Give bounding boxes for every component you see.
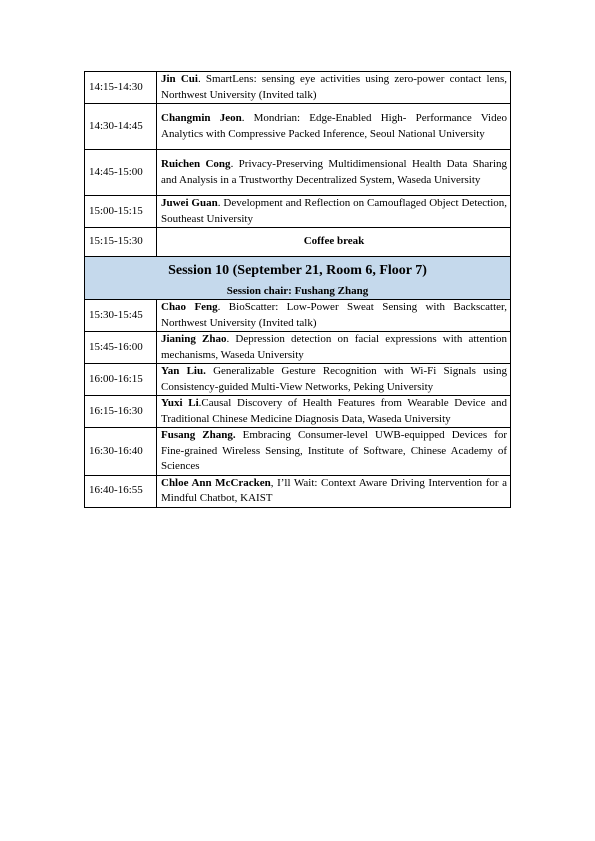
- time-slot: 16:00-16:15: [85, 364, 157, 396]
- talk-title: .Causal Discovery of Health Features from Wearable Device and Traditional Chinese Medicine Diagnosis Data, Waseda University: [161, 397, 507, 425]
- talk-description: [157, 72, 511, 104]
- speaker-name: Chao Feng: [161, 301, 218, 313]
- talk-description: [157, 196, 511, 228]
- time-slot: 16:40-16:55: [85, 475, 157, 507]
- speaker-name: Ruichen Cong: [161, 158, 231, 170]
- speaker-name: Chloe Ann McCracken: [161, 476, 271, 489]
- schedule-row: [85, 300, 511, 332]
- schedule-row: [85, 150, 511, 196]
- session-header: [85, 257, 511, 300]
- break-label: Coffee break: [157, 228, 511, 257]
- session-chair: Session chair: Fushang Zhang: [226, 285, 369, 297]
- time-slot: 15:15-15:30: [85, 228, 157, 257]
- talk-title: . Development and Reflection on Camouflaged Object Detection, Southeast University: [161, 197, 507, 225]
- speaker-name: Yan Liu.: [161, 365, 206, 377]
- talk-title: , I’ll Wait: Context Aware Driving Intervention for a Mindful Chatbot, KAIST: [161, 476, 507, 504]
- time-slot: 14:30-14:45: [85, 104, 157, 150]
- schedule-row: [85, 475, 511, 507]
- talk-description: [157, 428, 511, 476]
- talk-description: [157, 104, 511, 150]
- time-slot: 14:15-14:30: [85, 72, 157, 104]
- time-slot: 16:30-16:40: [85, 428, 157, 476]
- talk-title: . Privacy-Preserving Multidimensional Health Data Sharing and Analysis in a Trustworthy Decentralized System, Waseda University: [161, 158, 507, 186]
- time-slot: 15:30-15:45: [85, 300, 157, 332]
- talk-description: [157, 475, 511, 507]
- schedule-row: [85, 104, 511, 150]
- schedule-row: [85, 396, 511, 428]
- speaker-name: Yuxi Li: [161, 397, 199, 409]
- time-slot: 16:15-16:30: [85, 396, 157, 428]
- session-header-row: [85, 257, 511, 300]
- schedule-row: [85, 72, 511, 104]
- speaker-name: Jin Cui: [161, 73, 198, 85]
- talk-title: Embracing Consumer-level UWB-equipped Devices for Fine-grained Wireless Sensing, Institute of Software, Chinese Academy of Sciences: [161, 429, 508, 472]
- talk-description: [157, 396, 511, 428]
- schedule-row: [85, 196, 511, 228]
- schedule-row: [85, 364, 511, 396]
- speaker-name: Juwei Guan: [161, 197, 218, 209]
- talk-description: [157, 332, 511, 364]
- talk-description: [157, 300, 511, 332]
- talk-title: . Mondrian: Edge-Enabled High- Performance Video Analytics with Compressive Packed Inference, Seoul National University: [161, 112, 507, 140]
- time-slot: 15:45-16:00: [85, 332, 157, 364]
- time-slot: 15:00-15:15: [85, 196, 157, 228]
- talk-title: . BioScatter: Low-Power Sweat Sensing with Backscatter, Northwest University (Invited talk): [161, 301, 508, 329]
- talk-title: . Depression detection on facial expressions with attention mechanisms, Waseda University: [161, 333, 507, 361]
- speaker-name: Changmin Jeon: [161, 112, 242, 124]
- session-title: Session 10 (September 21, Room 6, Floor 7): [168, 263, 427, 278]
- break-row: [85, 228, 511, 257]
- talk-description: [157, 150, 511, 196]
- schedule-table: [84, 71, 511, 508]
- talk-title: . SmartLens: sensing eye activities using zero-power contact lens, Northwest University (Invited talk): [161, 73, 507, 101]
- talk-title: Generalizable Gesture Recognition with Wi-Fi Signals using Consistency-guided Multi-View Networks, Peking University: [161, 365, 507, 393]
- time-slot: 14:45-15:00: [85, 150, 157, 196]
- schedule-row: [85, 332, 511, 364]
- speaker-name: Fusang Zhang.: [161, 429, 236, 441]
- speaker-name: Jianing Zhao: [161, 333, 227, 345]
- talk-description: [157, 364, 511, 396]
- schedule-row: [85, 428, 511, 476]
